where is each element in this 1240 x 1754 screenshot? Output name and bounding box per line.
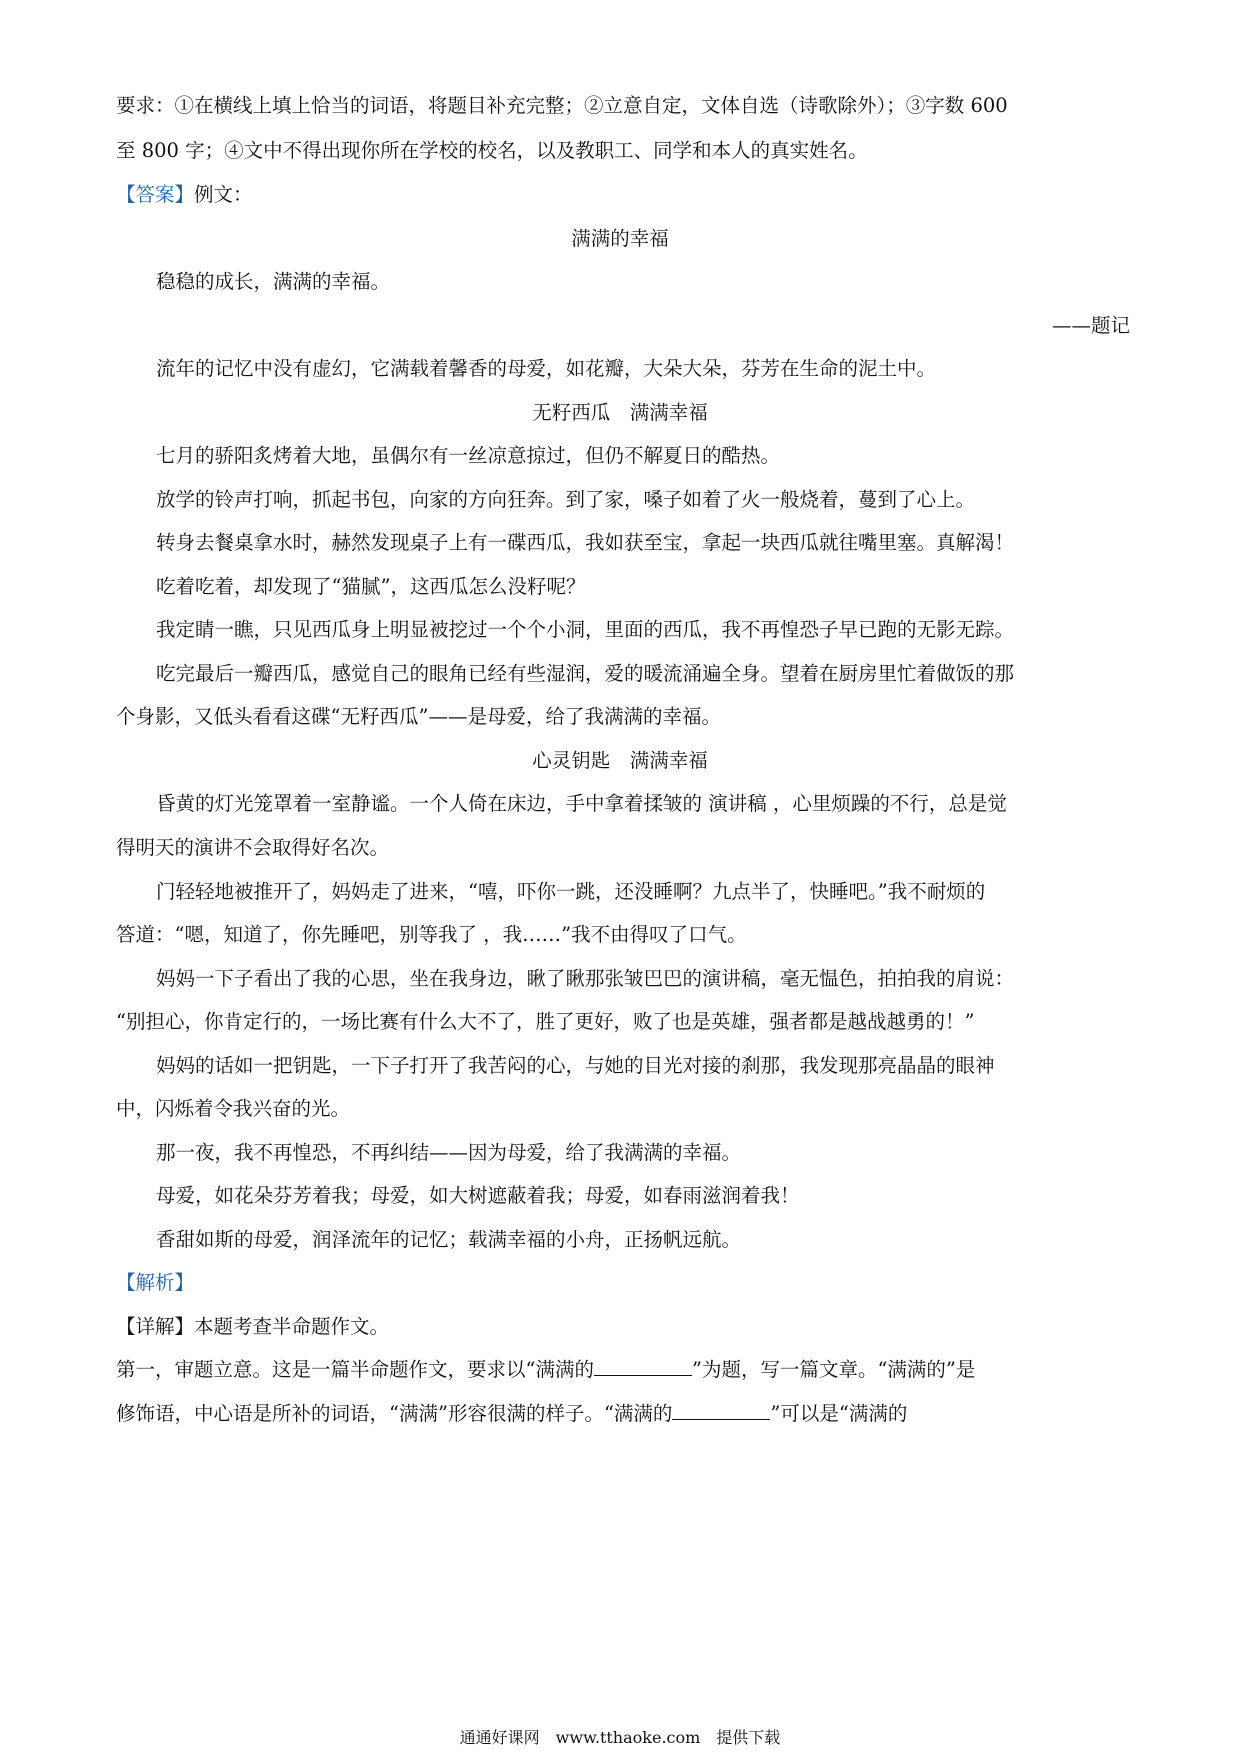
epigraph: 稳稳的成长，满满的幸福。 <box>156 270 391 293</box>
section1-paragraph: 转身去餐桌拿水时，赫然发现桌子上有一碟西瓜，我如获至宝，拿起一块西瓜就往嘴里塞。真解渴！ <box>156 531 1015 554</box>
section1-paragraph: 吃完最后一瓣西瓜，感觉自己的眼角已经有些湿润，爱的暖流涌遍全身。望着在厨房里忙着做饭的那 <box>156 662 1015 685</box>
section2-paragraph: 香甜如斯的母爱，润泽流年的记忆；载满幸福的小舟，正扬帆远航。 <box>156 1228 742 1251</box>
analysis-text: ”为题，写一篇文章。“满满的”是 <box>691 1358 976 1381</box>
section2-paragraph: 那一夜，我不再惶恐，不再纠结——因为母爱，给了我满满的幸福。 <box>156 1141 742 1164</box>
analysis-text: 第一，审题立意。这是一篇半命题作文，要求以“满满的 <box>116 1358 594 1381</box>
section2-paragraph-cont: 答道：“嗯，知道了，你先睡吧，别等我了 ，我……”我不由得叹了口气。 <box>116 923 747 946</box>
section2-paragraph: 昏黄的灯光笼罩着一室静谧。一个人倚在床边，手中拿着揉皱的 演讲稿 ，心里烦躁的不行，总是觉 <box>156 792 1007 815</box>
section2-paragraph: 母爱，如花朵芬芳着我；母爱，如大树遮蔽着我；母爱，如春雨滋润着我！ <box>156 1184 800 1207</box>
analysis-detail: 【详解】本题考查半命题作文。 <box>116 1315 390 1338</box>
analysis-text: 修饰语，中心语是所补的词语，“满满”形容很满的样子。“满满的 <box>116 1402 673 1425</box>
requirements-line-2: 至 800 字；④文中不得出现你所在学校的校名，以及教职工、同学和本人的真实姓名。 <box>116 139 868 162</box>
answer-tag: 【答案】 <box>116 183 195 206</box>
analysis-line-2 <box>116 1399 1136 1429</box>
analysis-label <box>116 1268 1136 1298</box>
epigraph-source: ——题记 <box>1051 314 1130 337</box>
page-footer: 通通好课网 www.tthaoke.com 提供下载 <box>459 1728 781 1747</box>
analysis-text: ”可以是“满满的 <box>770 1402 908 1425</box>
answer-label <box>116 180 1136 210</box>
analysis-tag: 【解析】 <box>116 1271 195 1294</box>
section1-paragraph-cont: 个身影，又低头看看这碟“无籽西瓜”——是母爱，给了我满满的幸福。 <box>116 705 721 728</box>
section2-paragraph: 妈妈一下子看出了我的心思，坐在我身边，瞅了瞅那张皱巴巴的演讲稿，毫无愠色，拍拍我的肩说： <box>156 967 1015 990</box>
analysis-line-1 <box>116 1355 1136 1385</box>
section2-paragraph: 门轻轻地被推开了，妈妈走了进来，“嘻，吓你一跳，还没睡啊？九点半了，快睡吧。”我不耐烦的 <box>156 880 986 903</box>
fill-blank-line <box>672 1401 770 1420</box>
answer-text: 例文： <box>194 183 253 206</box>
essay-intro: 流年的记忆中没有虚幻，它满载着馨香的母爱，如花瓣，大朵大朵，芬芳在生命的泥土中。 <box>156 357 937 380</box>
requirements-line-1: 要求：①在横线上填上恰当的词语，将题目补充完整；②立意自定，文体自选（诗歌除外）；③字数 600 <box>116 94 1008 117</box>
fill-blank-line <box>594 1357 692 1376</box>
section1-paragraph: 放学的铃声打响，抓起书包，向家的方向狂奔。到了家，嗓子如着了火一般烧着，蔓到了心上。 <box>156 488 976 511</box>
section2-paragraph: 妈妈的话如一把钥匙，一下子打开了我苦闷的心，与她的目光对接的刹那，我发现那亮晶晶的眼神 <box>156 1054 995 1077</box>
section1-heading: 无籽西瓜 满满幸福 <box>532 401 708 424</box>
section1-paragraph: 吃着吃着，却发现了“猫腻”，这西瓜怎么没籽呢？ <box>156 575 586 598</box>
section2-paragraph-cont: 中，闪烁着令我兴奋的光。 <box>116 1097 351 1120</box>
section2-paragraph-cont: 得明天的演讲不会取得好名次。 <box>116 836 390 859</box>
section2-heading: 心灵钥匙 满满幸福 <box>532 749 708 772</box>
essay-title: 满满的幸福 <box>571 227 669 250</box>
section2-paragraph-cont: “别担心，你肯定行的，一场比赛有什么大不了，胜了更好，败了也是英雄，强者都是越战越勇的！” <box>116 1010 975 1033</box>
section1-paragraph: 我定睛一瞧，只见西瓜身上明显被挖过一个个小洞，里面的西瓜，我不再惶恐子早已跑的无影无踪。 <box>156 618 1015 641</box>
section1-paragraph: 七月的骄阳炙烤着大地，虽偶尔有一丝凉意掠过，但仍不解夏日的酷热。 <box>156 444 781 467</box>
